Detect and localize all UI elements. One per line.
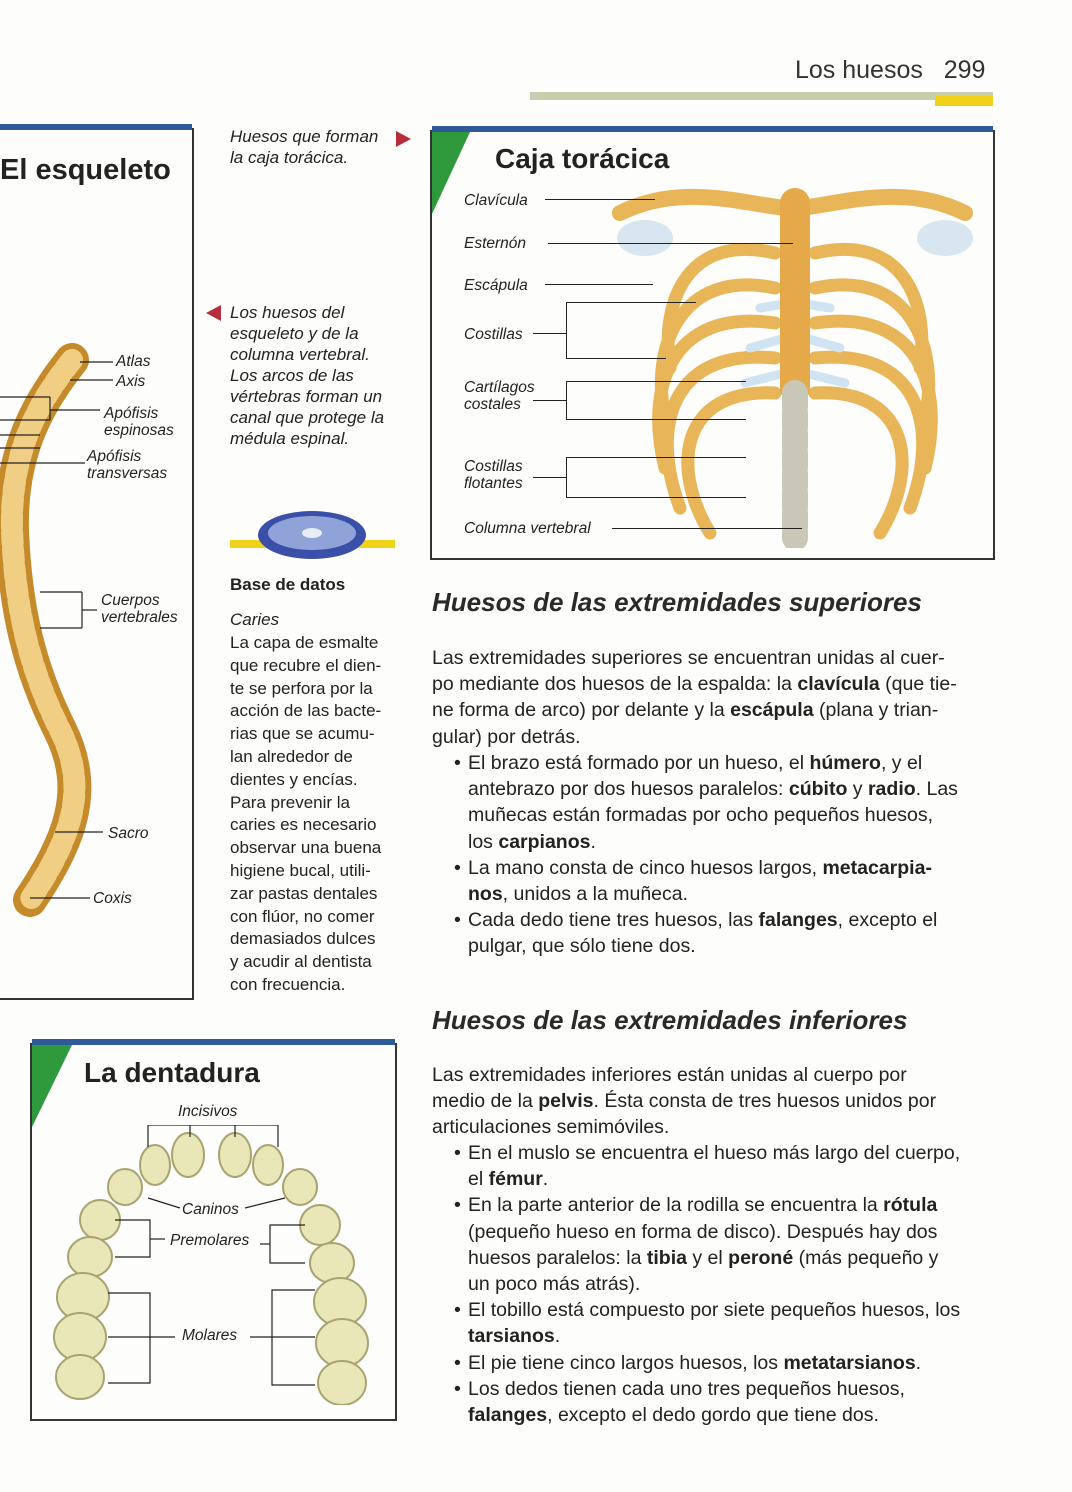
list-item: • La mano consta de cinco huesos largos, metacarpia- nos, unidos a la muñeca. (454, 856, 932, 906)
label-escapula: Escápula (464, 277, 528, 294)
label-columna-vertebral: Columna vertebral (464, 520, 591, 537)
arrow-right-icon (396, 131, 411, 147)
section-title-upper: Huesos de las extremidades superiores (432, 587, 922, 617)
label-atlas: Atlas (116, 353, 151, 370)
label-apofisis-transversas: Apófisis transversas (87, 448, 168, 482)
header-accent (935, 96, 993, 106)
section-title-lower: Huesos de las extremidades inferiores (432, 1005, 908, 1035)
label-premolares: Premolares (170, 1232, 250, 1249)
label-axis: Axis (116, 373, 146, 390)
label-cuerpos-vertebrales: Cuerpos vertebrales (101, 592, 178, 626)
skeleton-title: El esqueleto (0, 154, 171, 186)
upper-intro: Las extremidades superiores se encuentran unidas al cuer- po mediante dos huesos de la espalda: la clavícula (que tie- ne forma de arco) por delante y la escápula (plana y trian- gular) por detrás. (432, 647, 957, 748)
sidebar-heading: Base de datos (230, 575, 346, 594)
lower-list (454, 1140, 996, 1428)
cd-icon (255, 505, 370, 565)
list-item: • En la parte anterior de la rodilla se encuentra la rótula (pequeño hueso en forma de disco). Después hay dos huesos paralelos: la tibia y el peroné (más pequeño y un poco más atrás). (454, 1194, 939, 1296)
spine-vertebrae (12, 360, 75, 900)
thorax-title: Caja torácica (495, 143, 670, 174)
list-item: • Los dedos tienen cada uno tres pequeños huesos, falanges, excepto el dedo gordo que tiene dos. (454, 1377, 905, 1427)
list-item: • El pie tiene cinco largos huesos, los metatarsianos. (454, 1351, 922, 1374)
label-esternon: Esternón (464, 235, 527, 252)
label-molares: Molares (182, 1327, 238, 1344)
sidebar-body: La capa de esmalte que recubre el dien- te se perfora por la acción de las bacte- rias que se acumu- lan alrededor de dientes y encías. Para prevenir la caries es necesario observar una buena higiene bucal, utili- zar pastas dentales con flúor, no comer demasiados dulces y acudir al dentista con frecuencia. (230, 633, 382, 994)
header-section: Los huesos (795, 56, 923, 84)
list-item: • El brazo está formado por un hueso, el húmero, y el antebrazo por dos huesos paralelos: cúbito y radio. Las muñecas están formadas por ocho pequeños huesos, los carpianos. (454, 752, 958, 853)
label-costillas: Costillas (464, 326, 523, 343)
upper-list (454, 750, 996, 960)
caption-thorax: Huesos que forman la caja torácica. (230, 127, 379, 167)
label-clavicula: Clavícula (464, 192, 528, 209)
caption-skeleton: Los huesos del esqueleto y de la columna vertebral. Los arcos de las vértebras forman un canal que protege la médula espinal. (230, 303, 385, 448)
lower-intro: Las extremidades inferiores están unidas al cuerpo por medio de la pelvis. Ésta consta de tres huesos unidos por articulaciones semimóviles. (432, 1064, 937, 1139)
label-costillas-flotantes: Costillas flotantes (464, 458, 523, 492)
label-incisivos: Incisivos (178, 1103, 238, 1120)
teeth-title: La dentadura (84, 1057, 260, 1088)
header-rule (530, 92, 993, 100)
ribcage-illustration (600, 178, 985, 548)
list-item: • En el muslo se encuentra el hueso más largo del cuerpo, el fémur. (454, 1142, 961, 1191)
label-caninos: Caninos (182, 1201, 239, 1218)
label-coxis: Coxis (93, 890, 132, 907)
label-sacro: Sacro (108, 825, 149, 842)
running-header (795, 56, 985, 85)
label-cartilagos: Cartílagos costales (464, 379, 535, 413)
list-item: • El tobillo está compuesto por siete pequeños huesos, los tarsianos. (454, 1299, 961, 1348)
label-apofisis-espinosas: Apófisis espinosas (104, 405, 174, 439)
list-item: • Cada dedo tiene tres huesos, las falanges, excepto el pulgar, que sólo tiene dos. (454, 909, 938, 958)
sidebar-subheading: Caries (230, 610, 280, 629)
page-number: 299 (943, 56, 986, 84)
dental-arch-illustration (50, 1125, 370, 1405)
arrow-left-icon (206, 305, 221, 321)
